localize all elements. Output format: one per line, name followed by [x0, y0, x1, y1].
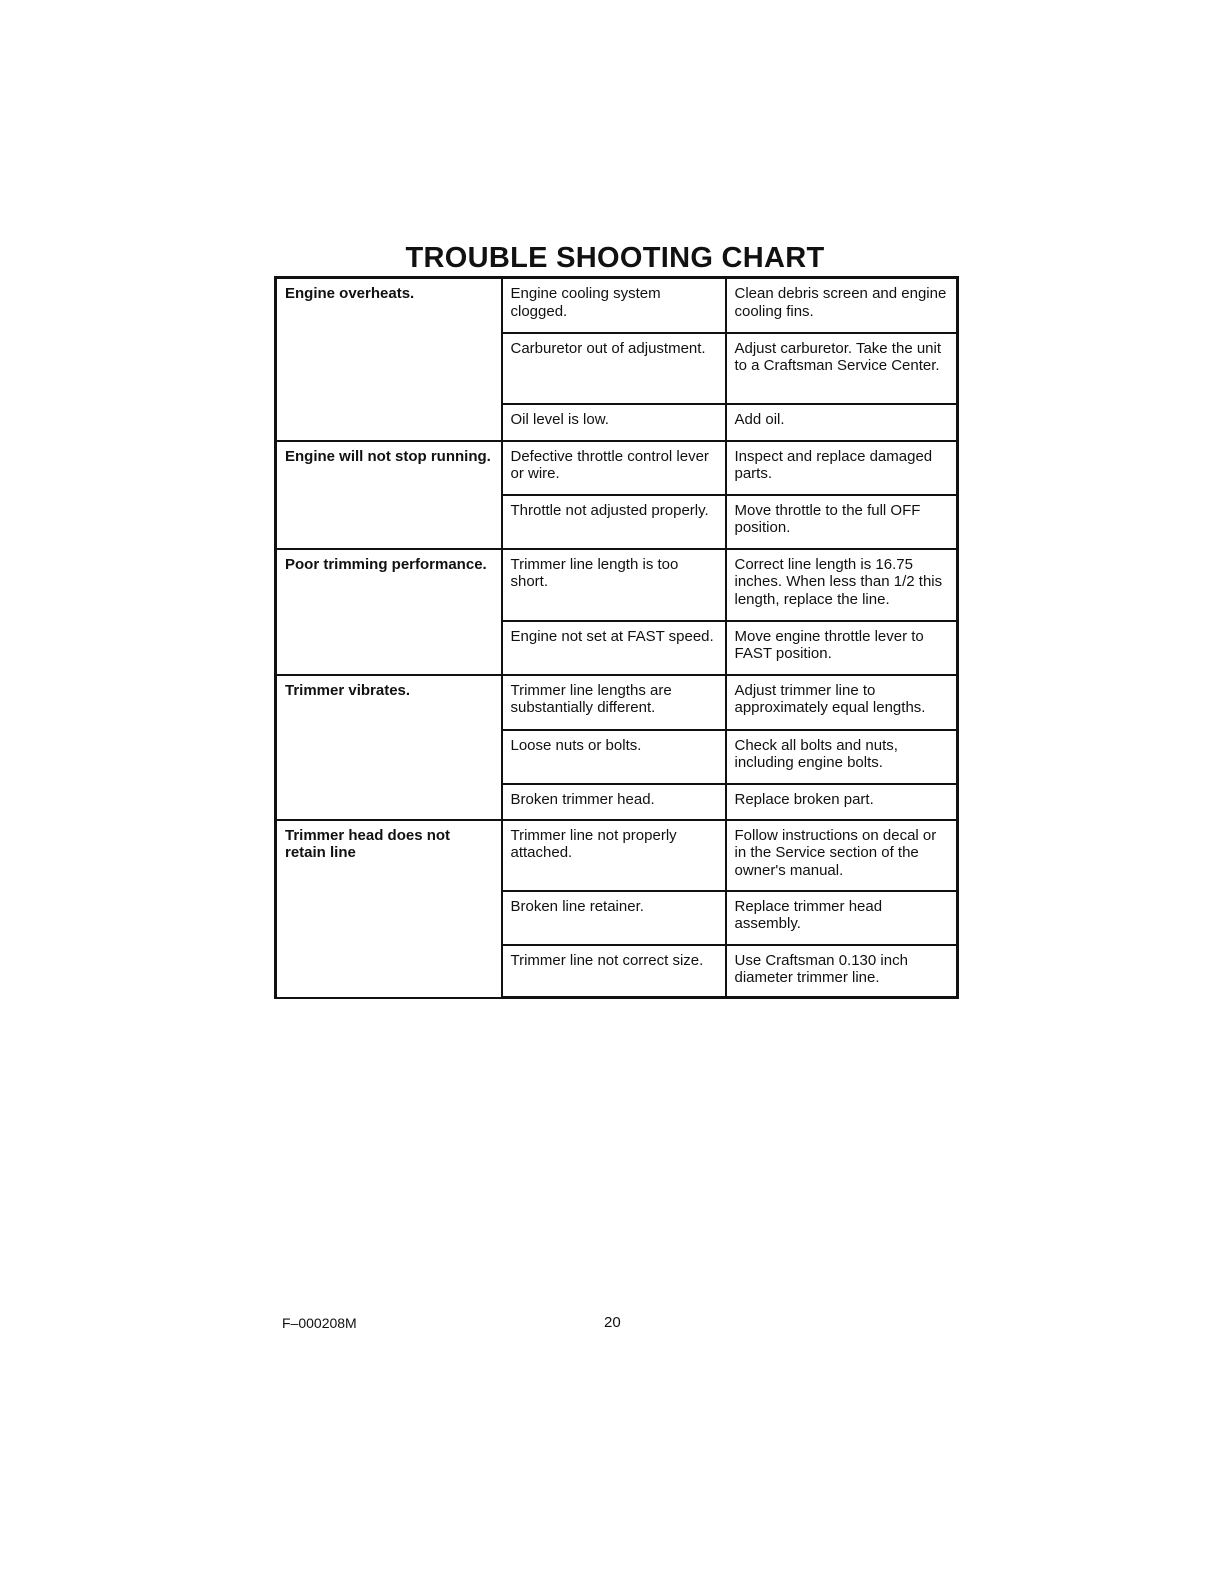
remedy-cell: Check all bolts and nuts, including engine bolts. — [726, 730, 958, 784]
remedy-cell: Add oil. — [726, 404, 958, 441]
remedy-cell: Move throttle to the full OFF position. — [726, 495, 958, 549]
page-number: 20 — [604, 1314, 621, 1331]
remedy-cell: Follow instructions on decal or in the Service section of the owner's manual. — [726, 820, 958, 891]
problem-cell: Engine will not stop running. — [276, 441, 502, 549]
cause-cell: Engine cooling system clogged. — [502, 278, 726, 333]
trouble-shooting-table — [274, 276, 959, 999]
cause-cell: Loose nuts or bolts. — [502, 730, 726, 784]
cause-cell: Defective throttle control lever or wire. — [502, 441, 726, 495]
remedy-cell: Move engine throttle lever to FAST position. — [726, 621, 958, 675]
cause-cell: Trimmer line not properly attached. — [502, 820, 726, 891]
remedy-cell: Replace trimmer head assembly. — [726, 891, 958, 945]
cause-cell: Trimmer line lengths are substantially different. — [502, 675, 726, 730]
cause-cell: Broken trimmer head. — [502, 784, 726, 820]
remedy-cell: Use Craftsman 0.130 inch diameter trimmer line. — [726, 945, 958, 998]
problem-cell: Trimmer head does not retain line — [276, 820, 502, 998]
cause-cell: Engine not set at FAST speed. — [502, 621, 726, 675]
remedy-cell: Adjust trimmer line to approximately equal lengths. — [726, 675, 958, 730]
cause-cell: Carburetor out of adjustment. — [502, 333, 726, 404]
problem-cell: Trimmer vibrates. — [276, 675, 502, 820]
page-title: TROUBLE SHOOTING CHART — [405, 242, 825, 274]
remedy-cell: Correct line length is 16.75 inches. When less than 1/2 this length, replace the line. — [726, 549, 958, 621]
document-code: F–000208M — [282, 1315, 357, 1331]
cause-cell: Throttle not adjusted properly. — [502, 495, 726, 549]
remedy-cell: Inspect and replace damaged parts. — [726, 441, 958, 495]
cause-cell: Oil level is low. — [502, 404, 726, 441]
remedy-cell: Clean debris screen and engine cooling fins. — [726, 278, 958, 333]
problem-cell: Poor trimming performance. — [276, 549, 502, 675]
cause-cell: Trimmer line not correct size. — [502, 945, 726, 998]
remedy-cell: Adjust carburetor. Take the unit to a Craftsman Service Center. — [726, 333, 958, 404]
remedy-cell: Replace broken part. — [726, 784, 958, 820]
problem-cell: Engine overheats. — [276, 278, 502, 441]
cause-cell: Trimmer line length is too short. — [502, 549, 726, 621]
cause-cell: Broken line retainer. — [502, 891, 726, 945]
